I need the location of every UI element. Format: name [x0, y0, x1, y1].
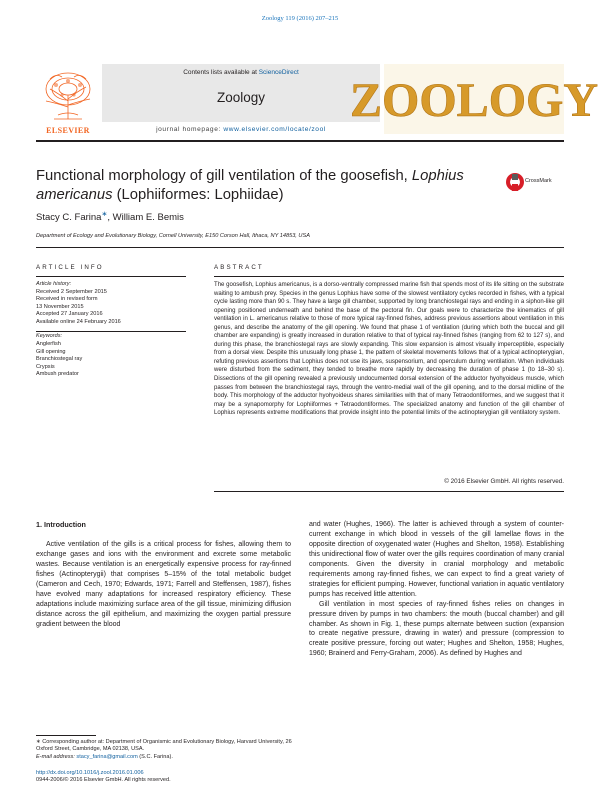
- history-line: Received 2 September 2015: [36, 288, 107, 295]
- contents-available-line: [102, 69, 380, 76]
- sciencedirect-link[interactable]: ScienceDirect: [258, 69, 299, 76]
- email-label: E-mail address:: [36, 753, 77, 760]
- journal-homepage-link[interactable]: www.elsevier.com/locate/zool: [223, 126, 326, 133]
- body-paragraph: Gill ventilation in most species of ray-finned fishes relies on changes in pressure driven by pumps in two chambers: the mouth (buccal chamber) and gill chamber. As shown in Fig. 1, these pumps alternate between suction (expansion to create negative pressure, drawing in water) and pressure (compression to create positive pressure, forcing out water; Hughes and Shelton, 1958; Hughes, 1960; Brainerd and Ferry-Graham, 2006). As defined by Hughes and: [309, 600, 564, 658]
- abstract-copyright: © 2016 Elsevier GmbH. All rights reserved.: [444, 478, 564, 485]
- keyword: Ambush predator: [36, 371, 79, 378]
- body-column-left: [36, 540, 291, 630]
- journal-homepage-line: [102, 126, 380, 133]
- history-line: Received in revised form: [36, 296, 98, 303]
- author-affiliation: Department of Ecology and Evolutionary Biology, Cornell University, E150 Corson Hall, Ithaca, NY 14853, USA: [36, 233, 310, 239]
- issn-line: 0944-2006/© 2016 Elsevier GmbH. All rights reserved.: [36, 777, 171, 784]
- title-part-2: (Lophiiformes: Lophiidae): [112, 187, 284, 203]
- footnote-corresponding-author: [36, 739, 301, 761]
- journal-cover-image: [349, 64, 599, 134]
- affiliation-rule: [36, 247, 564, 248]
- body-column-right: [309, 520, 564, 659]
- history-line: Available online 24 February 2016: [36, 318, 121, 325]
- corresponding-author-note: ∗ Corresponding author at: Department of Organismic and Evolutionary Biology, Harvard University, 26 Oxford Street, Cambridge, MA 02138, USA.: [36, 739, 292, 753]
- history-line: 13 November 2015: [36, 303, 84, 310]
- author-separator: ,: [107, 212, 113, 224]
- elsevier-wordmark: ELSEVIER: [46, 126, 90, 135]
- email-line: [36, 754, 301, 761]
- author-email-link[interactable]: stacy_farina@gmail.com: [76, 753, 138, 760]
- title-species-name: Lophius americanus: [36, 168, 464, 203]
- history-line: Accepted 27 January 2016: [36, 311, 103, 318]
- contents-prefix: Contents lists available at: [183, 69, 259, 76]
- author-name[interactable]: William E. Bemis: [112, 212, 184, 224]
- article-info-panel: [36, 281, 186, 379]
- keyword: Crypsis: [36, 363, 55, 370]
- article-info-rule: [36, 276, 186, 277]
- journal-masthead: [36, 64, 599, 140]
- doi-link[interactable]: http://dx.doi.org/10.1016/j.zool.2016.01.006: [36, 770, 144, 776]
- history-label: Article history:: [36, 281, 72, 287]
- abstract-text: The goosefish, Lophius americanus, is a dorso-ventrally compressed marine fish that spends most of its life sitting on the substrate waiting to ambush prey. Species in the genus Lophius have some of the slowest ventilatory cycles recorded in fishes, with a typical cycle lasting more than 90 s. They have a large gill chamber, supported by long branchiostegal rays and ending in a siphon-like gill opening positioned underneath and behind the base of the pectoral fin. Our goals were to characterize the kinematics of gill ventilation in L. americanus relative to those of more typical ray-finned fishes, address previous assertions about ventilation in this genus, and describe the anatomy of the gill opening. We found that phase 1 of ventilation (during which both the buccal and gill chamber are expanding) is greatly increased in duration relative to that of typical ray-finned fishes (ranging from 62 to 127 s), and during this phase, the branchiostegal rays are slowly expanding. This slow expansion is almost visually imperceptible, especially from a dorsal view. Despite this unusually long phase 1, the pattern of skeletal movements follows that of a typical actinopterygian, refuting previous assertions that Lophius does not use its jaws, suspensorium, and operculum during ventilation. When individuals were disturbed from the sediment, they tended to breathe more rapidly by decreasing the duration of phase 1 (to 18–30 s). Dissections of the gill opening revealed a previously undocumented dorsal extension of the adductor hyohyoideus muscle, which passes from between the branchiostegal rays, through the ventro-medial wall of the gill opening, and to the dorsal midline of the body. This morphology of the adductor hyohyoideus shares similarities with that of many Tetraodontiformes, and we suggest that it may be a synapomorphy for Lophiiformes + Tetraodontiformes. The specialized anatomy and function of the gill chamber of Lophius represents extreme modifications that provide insight into the potential limits of the actinopterygian gill ventilatory system.: [214, 282, 564, 417]
- author-list: [36, 210, 184, 223]
- keywords-label: Keywords:: [36, 333, 63, 340]
- abstract-heading: ABSTRACT: [214, 264, 264, 271]
- keywords-rule: [36, 331, 186, 332]
- crossmark-label: CrossMark: [525, 178, 552, 184]
- keyword: Branchiostegal ray: [36, 356, 83, 363]
- corresponding-author-mark[interactable]: ∗: [101, 211, 108, 218]
- article-info-heading: ARTICLE INFO: [36, 264, 104, 271]
- journal-name: Zoology: [216, 90, 266, 105]
- homepage-prefix: journal homepage:: [156, 126, 224, 133]
- article-title: [36, 167, 476, 205]
- keyword: Gill opening: [36, 348, 66, 355]
- body-paragraph: and water (Hughes, 1966). The latter is achieved through a system of counter-current exchange in which blood in vessels of the gill lamellae flows in the opposite direction of oxygenated water (Hughes and Shelton, 1958). Establishing this unidirectional flow of water over the gills requires coordination of many cranial components. Given the diversity in cranial morphology and metabolic requirements among ray-finned fishes, we can expect to find a great variety of strategies for efficient pumping. However, functional variation in aquatic ventilatory pumps has received little attention.: [309, 521, 564, 598]
- keyword: Anglerfish: [36, 340, 61, 347]
- abstract-rule: [214, 276, 564, 277]
- footnote-rule: [36, 735, 96, 736]
- masthead-rule: [36, 140, 564, 142]
- author-name[interactable]: Stacy C. Farina: [36, 212, 102, 224]
- journal-citation: Zoology 119 (2016) 207–215: [261, 15, 339, 22]
- doi-block: [36, 770, 171, 785]
- cover-title: ZOOLOGY: [349, 74, 599, 127]
- title-part-1: Functional morphology of gill ventilation of the goosefish,: [36, 168, 412, 184]
- section-heading-introduction: 1. Introduction: [36, 520, 86, 529]
- body-paragraph: Active ventilation of the gills is a critical process for fishes, allowing them to exchange gases and ions with the environment and excrete some metabolic wastes. Because ventilation is an energetically expensive process for ray-finned fishes (Actinopterygii) that comprises 5–15% of the total metabolic budget (Cameron and Cech, 1970; Edwards, 1971; Farrell and Steffensen, 1987), fishes have evolved many adaptations for increased respiratory efficiency. These adaptations include maximizing surface area of the gill tissue, minimizing diffusion distance across the gill epithelium, and maximizing the oxygen partial pressure gradient between the blood: [36, 541, 291, 628]
- email-name: (S.C. Farina).: [137, 753, 173, 760]
- elsevier-tree-logo[interactable]: [36, 64, 100, 130]
- abstract-bottom-rule: [214, 491, 564, 492]
